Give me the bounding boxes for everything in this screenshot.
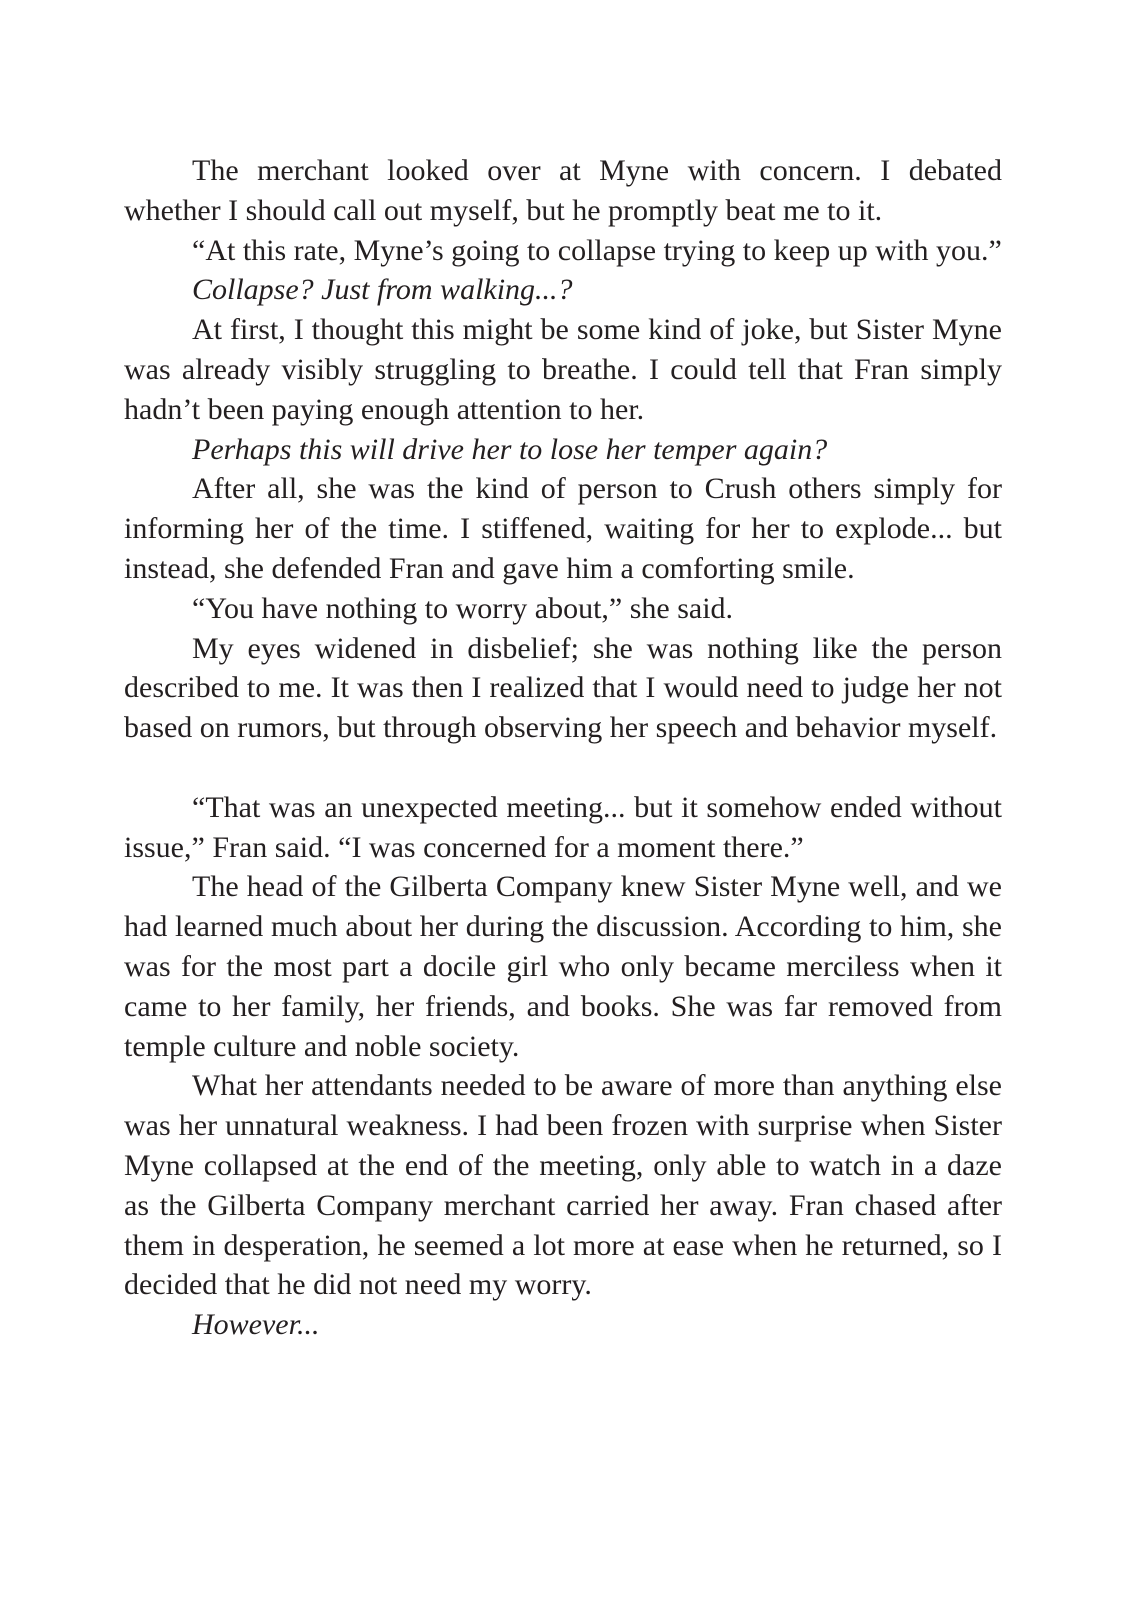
scene-break	[124, 748, 1002, 788]
book-page	[124, 151, 1002, 1345]
paragraph-1: The merchant looked over at Myne with concern. I debated whether I should call out myself, but he promptly beat me to it.	[124, 154, 1002, 227]
paragraph-11: What her attendants needed to be aware of more than anything else was her unnatural weakness. I had been frozen with surprise when Sister Myne collapsed at the end of the meeting, only able to watch in a daze as the Gilberta Company merchant carried her away. Fran chased after them in desperation, he seemed a lot more at ease when he returned, so I decided that he did not need my worry.	[124, 1069, 1002, 1302]
paragraph-7: “You have nothing to worry about,” she said.	[192, 591, 734, 625]
paragraph-5-thought: Perhaps this will drive her to lose her temper again?	[192, 432, 828, 466]
paragraph-12-thought: However...	[192, 1308, 320, 1342]
paragraph-3-thought: Collapse? Just from walking...?	[192, 273, 573, 307]
paragraph-4: At first, I thought this might be some kind of joke, but Sister Myne was already visibly struggling to breathe. I could tell that Fran simply hadn’t been paying enough attention to her.	[124, 313, 1002, 426]
paragraph-2: “At this rate, Myne’s going to collapse trying to keep up with you.”	[192, 233, 1002, 267]
paragraph-9: “That was an unexpected meeting... but it somehow ended without issue,” Fran said. “I was concerned for a moment there.”	[124, 790, 1002, 864]
paragraph-6: After all, she was the kind of person to Crush others simply for informing her of the time. I stiffened, waiting for her to explode... but instead, she defended Fran and gave him a comforting smile.	[124, 472, 1002, 585]
paragraph-10: The head of the Gilberta Company knew Sister Myne well, and we had learned much about her during the discussion. According to him, she was for the most part a docile girl who only became merciless when it came to her family, her friends, and books. She was far removed from temple culture and noble society.	[124, 870, 1002, 1063]
paragraph-8: My eyes widened in disbelief; she was nothing like the person described to me. It was then I realized that I would need to judge her not based on rumors, but through observing her speech and behavior myself.	[124, 631, 1002, 745]
